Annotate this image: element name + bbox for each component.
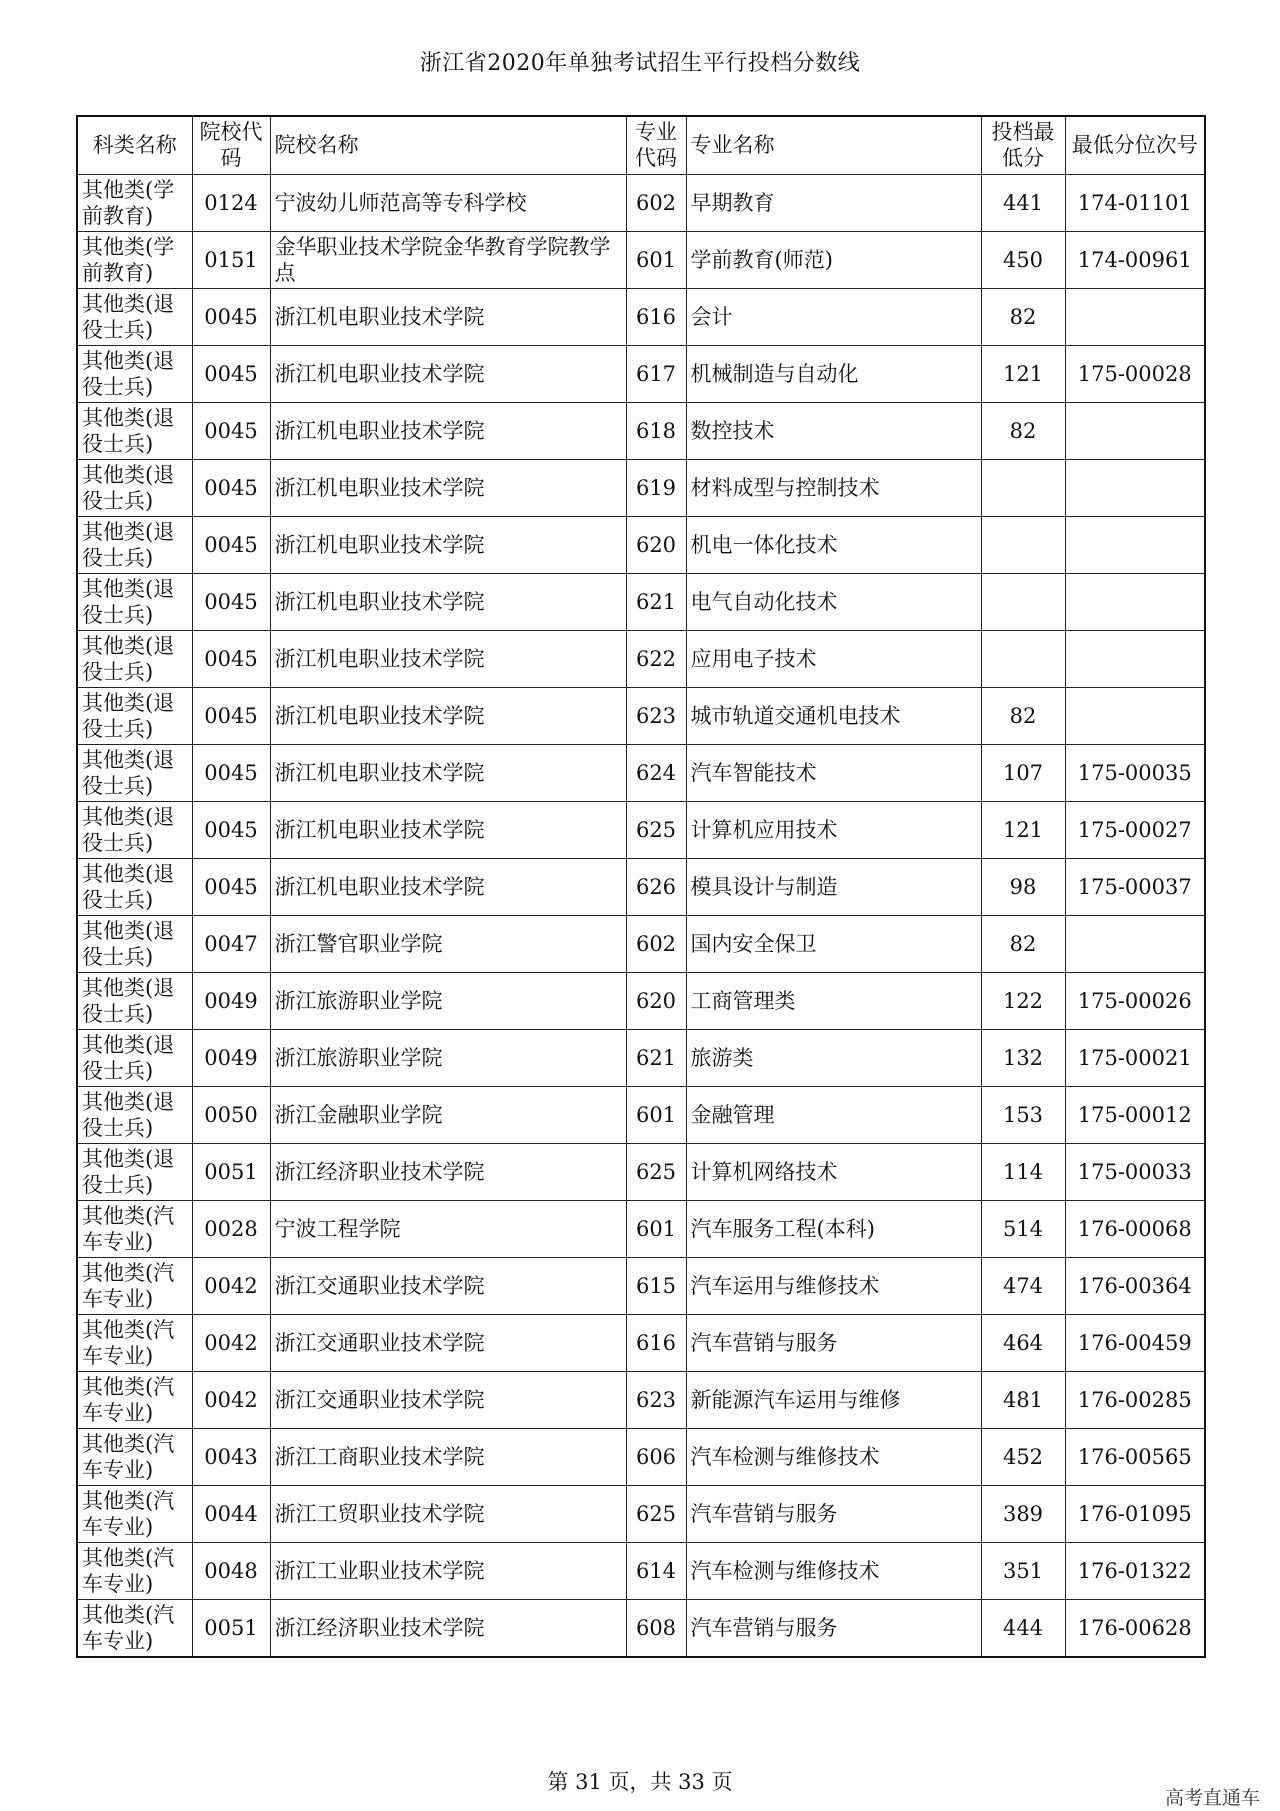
- cell-min-score: 481: [981, 1371, 1065, 1428]
- cell-category: 其他类(汽车专业): [77, 1599, 192, 1657]
- table-row: [77, 858, 1205, 915]
- cell-school-code: 0045: [192, 402, 270, 459]
- cell-major-name: 数控技术: [686, 402, 981, 459]
- cell-major-name: 计算机网络技术: [686, 1143, 981, 1200]
- cell-school-name: 浙江旅游职业学院: [270, 1029, 626, 1086]
- cell-school-code: 0050: [192, 1086, 270, 1143]
- cell-category: 其他类(退役士兵): [77, 744, 192, 801]
- cell-major-name: 汽车营销与服务: [686, 1599, 981, 1657]
- cell-min-rank: 174-01101: [1065, 174, 1205, 231]
- cell-major-code: 621: [626, 1029, 686, 1086]
- header-major-code: 专业代码: [626, 116, 686, 174]
- cell-min-score: 107: [981, 744, 1065, 801]
- table-row: [77, 573, 1205, 630]
- cell-major-code: 614: [626, 1542, 686, 1599]
- cell-min-rank: [1065, 630, 1205, 687]
- cell-school-name: 浙江交通职业技术学院: [270, 1371, 626, 1428]
- table-row: [77, 1428, 1205, 1485]
- cell-category: 其他类(退役士兵): [77, 402, 192, 459]
- cell-major-name: 机械制造与自动化: [686, 345, 981, 402]
- cell-min-rank: 176-00565: [1065, 1428, 1205, 1485]
- cell-major-code: 625: [626, 1485, 686, 1542]
- cell-major-code: 625: [626, 801, 686, 858]
- cell-school-code: 0045: [192, 516, 270, 573]
- cell-school-name: 浙江机电职业技术学院: [270, 687, 626, 744]
- cell-major-code: 617: [626, 345, 686, 402]
- cell-school-code: 0045: [192, 630, 270, 687]
- cell-min-rank: [1065, 915, 1205, 972]
- cell-school-name: 浙江警官职业学院: [270, 915, 626, 972]
- cell-min-score: [981, 459, 1065, 516]
- cell-school-code: 0045: [192, 801, 270, 858]
- page-title: 浙江省2020年单独考试招生平行投档分数线: [419, 51, 861, 76]
- header-major-name: 专业名称: [686, 116, 981, 174]
- cell-min-score: 82: [981, 288, 1065, 345]
- score-table: [76, 115, 1206, 1658]
- cell-min-rank: 175-00026: [1065, 972, 1205, 1029]
- cell-min-score: 82: [981, 402, 1065, 459]
- table-row: [77, 1599, 1205, 1657]
- cell-min-score: 452: [981, 1428, 1065, 1485]
- cell-min-score: 389: [981, 1485, 1065, 1542]
- cell-category: 其他类(汽车专业): [77, 1428, 192, 1485]
- cell-category: 其他类(汽车专业): [77, 1257, 192, 1314]
- cell-school-code: 0043: [192, 1428, 270, 1485]
- cell-school-name: 浙江机电职业技术学院: [270, 858, 626, 915]
- cell-major-name: 汽车营销与服务: [686, 1485, 981, 1542]
- cell-major-name: 国内安全保卫: [686, 915, 981, 972]
- cell-school-name: 浙江机电职业技术学院: [270, 801, 626, 858]
- cell-major-name: 汽车检测与维修技术: [686, 1428, 981, 1485]
- cell-major-code: 616: [626, 1314, 686, 1371]
- cell-min-rank: 176-01322: [1065, 1542, 1205, 1599]
- cell-category: 其他类(退役士兵): [77, 630, 192, 687]
- cell-category: 其他类(退役士兵): [77, 288, 192, 345]
- cell-min-rank: [1065, 687, 1205, 744]
- cell-major-name: 机电一体化技术: [686, 516, 981, 573]
- cell-min-rank: 175-00033: [1065, 1143, 1205, 1200]
- cell-min-score: 444: [981, 1599, 1065, 1657]
- cell-major-name: 模具设计与制造: [686, 858, 981, 915]
- cell-major-code: 624: [626, 744, 686, 801]
- header-category: 科类名称: [77, 116, 192, 174]
- cell-major-code: 615: [626, 1257, 686, 1314]
- cell-major-code: 602: [626, 174, 686, 231]
- table-row: [77, 744, 1205, 801]
- header-school-code: 院校代码: [192, 116, 270, 174]
- cell-major-code: 619: [626, 459, 686, 516]
- cell-min-score: [981, 516, 1065, 573]
- cell-major-name: 材料成型与控制技术: [686, 459, 981, 516]
- cell-category: 其他类(汽车专业): [77, 1371, 192, 1428]
- table-row: [77, 1200, 1205, 1257]
- table-row: [77, 972, 1205, 1029]
- cell-school-code: 0045: [192, 687, 270, 744]
- cell-school-name: 浙江机电职业技术学院: [270, 516, 626, 573]
- cell-major-name: 汽车运用与维修技术: [686, 1257, 981, 1314]
- cell-min-rank: 175-00027: [1065, 801, 1205, 858]
- cell-min-rank: 176-00364: [1065, 1257, 1205, 1314]
- cell-school-code: 0045: [192, 744, 270, 801]
- cell-min-rank: 176-01095: [1065, 1485, 1205, 1542]
- cell-category: 其他类(学前教育): [77, 231, 192, 288]
- cell-school-name: 浙江经济职业技术学院: [270, 1599, 626, 1657]
- table-row: [77, 516, 1205, 573]
- cell-category: 其他类(汽车专业): [77, 1314, 192, 1371]
- cell-school-name: 浙江金融职业学院: [270, 1086, 626, 1143]
- cell-min-score: 121: [981, 345, 1065, 402]
- table-row: [77, 1542, 1205, 1599]
- cell-category: 其他类(汽车专业): [77, 1485, 192, 1542]
- cell-major-code: 626: [626, 858, 686, 915]
- cell-category: 其他类(退役士兵): [77, 459, 192, 516]
- cell-major-code: 622: [626, 630, 686, 687]
- table-row: [77, 630, 1205, 687]
- cell-min-score: 441: [981, 174, 1065, 231]
- table-row: [77, 459, 1205, 516]
- cell-min-score: 82: [981, 915, 1065, 972]
- cell-min-score: 153: [981, 1086, 1065, 1143]
- cell-school-code: 0051: [192, 1599, 270, 1657]
- table-row: [77, 1143, 1205, 1200]
- cell-school-code: 0045: [192, 459, 270, 516]
- cell-school-code: 0051: [192, 1143, 270, 1200]
- cell-min-rank: 175-00021: [1065, 1029, 1205, 1086]
- cell-major-code: 606: [626, 1428, 686, 1485]
- table-row: [77, 288, 1205, 345]
- header-min-rank: 最低分位次号: [1065, 116, 1205, 174]
- cell-school-name: 浙江旅游职业学院: [270, 972, 626, 1029]
- cell-major-code: 620: [626, 972, 686, 1029]
- cell-major-code: 602: [626, 915, 686, 972]
- cell-min-rank: [1065, 402, 1205, 459]
- cell-major-name: 工商管理类: [686, 972, 981, 1029]
- cell-school-code: 0151: [192, 231, 270, 288]
- cell-min-rank: 176-00285: [1065, 1371, 1205, 1428]
- cell-major-name: 电气自动化技术: [686, 573, 981, 630]
- table-row: [77, 345, 1205, 402]
- cell-major-code: 601: [626, 1086, 686, 1143]
- cell-category: 其他类(退役士兵): [77, 972, 192, 1029]
- cell-major-name: 旅游类: [686, 1029, 981, 1086]
- cell-min-rank: [1065, 288, 1205, 345]
- cell-school-code: 0049: [192, 1029, 270, 1086]
- cell-major-name: 汽车营销与服务: [686, 1314, 981, 1371]
- cell-major-code: 620: [626, 516, 686, 573]
- table-row: [77, 1485, 1205, 1542]
- cell-school-code: 0042: [192, 1371, 270, 1428]
- cell-school-code: 0045: [192, 573, 270, 630]
- cell-min-score: 132: [981, 1029, 1065, 1086]
- table-row: [77, 1029, 1205, 1086]
- cell-school-code: 0028: [192, 1200, 270, 1257]
- cell-min-score: 121: [981, 801, 1065, 858]
- table-row: [77, 174, 1205, 231]
- cell-category: 其他类(退役士兵): [77, 573, 192, 630]
- page-footer: 第 31 页，共 33 页: [547, 1770, 733, 1794]
- cell-min-rank: 176-00068: [1065, 1200, 1205, 1257]
- cell-school-code: 0042: [192, 1257, 270, 1314]
- cell-school-name: 浙江机电职业技术学院: [270, 744, 626, 801]
- cell-major-code: 601: [626, 1200, 686, 1257]
- table-row: [77, 1086, 1205, 1143]
- cell-min-rank: 176-00459: [1065, 1314, 1205, 1371]
- cell-major-name: 会计: [686, 288, 981, 345]
- cell-category: 其他类(退役士兵): [77, 858, 192, 915]
- cell-school-name: 浙江工商职业技术学院: [270, 1428, 626, 1485]
- cell-min-rank: [1065, 573, 1205, 630]
- cell-category: 其他类(退役士兵): [77, 516, 192, 573]
- cell-school-name: 浙江交通职业技术学院: [270, 1314, 626, 1371]
- cell-min-score: 98: [981, 858, 1065, 915]
- cell-min-rank: 175-00035: [1065, 744, 1205, 801]
- cell-major-code: 621: [626, 573, 686, 630]
- cell-school-name: 浙江机电职业技术学院: [270, 345, 626, 402]
- cell-major-name: 金融管理: [686, 1086, 981, 1143]
- table-header-row: [77, 116, 1205, 174]
- header-school-name: 院校名称: [270, 116, 626, 174]
- cell-min-score: [981, 630, 1065, 687]
- cell-min-score: 464: [981, 1314, 1065, 1371]
- cell-school-code: 0048: [192, 1542, 270, 1599]
- table-row: [77, 1371, 1205, 1428]
- cell-min-rank: [1065, 459, 1205, 516]
- cell-min-rank: 175-00028: [1065, 345, 1205, 402]
- table-row: [77, 1257, 1205, 1314]
- cell-category: 其他类(退役士兵): [77, 1029, 192, 1086]
- cell-school-code: 0045: [192, 858, 270, 915]
- cell-category: 其他类(学前教育): [77, 174, 192, 231]
- cell-min-score: 114: [981, 1143, 1065, 1200]
- cell-min-score: 450: [981, 231, 1065, 288]
- cell-school-name: 宁波工程学院: [270, 1200, 626, 1257]
- cell-major-name: 新能源汽车运用与维修: [686, 1371, 981, 1428]
- cell-school-code: 0042: [192, 1314, 270, 1371]
- cell-min-rank: 175-00037: [1065, 858, 1205, 915]
- cell-school-name: 浙江机电职业技术学院: [270, 459, 626, 516]
- cell-category: 其他类(汽车专业): [77, 1200, 192, 1257]
- table-row: [77, 915, 1205, 972]
- cell-category: 其他类(退役士兵): [77, 915, 192, 972]
- cell-min-rank: [1065, 516, 1205, 573]
- cell-school-code: 0047: [192, 915, 270, 972]
- watermark: 高考直通车: [1164, 1787, 1260, 1809]
- cell-min-score: 82: [981, 687, 1065, 744]
- table-row: [77, 687, 1205, 744]
- cell-min-score: 122: [981, 972, 1065, 1029]
- cell-school-code: 0045: [192, 288, 270, 345]
- cell-major-name: 汽车检测与维修技术: [686, 1542, 981, 1599]
- cell-min-rank: 175-00012: [1065, 1086, 1205, 1143]
- cell-major-code: 618: [626, 402, 686, 459]
- table-body: [77, 174, 1205, 1657]
- cell-school-code: 0124: [192, 174, 270, 231]
- cell-category: 其他类(退役士兵): [77, 1086, 192, 1143]
- cell-major-name: 城市轨道交通机电技术: [686, 687, 981, 744]
- cell-min-rank: 174-00961: [1065, 231, 1205, 288]
- cell-category: 其他类(退役士兵): [77, 1143, 192, 1200]
- cell-school-name: 浙江工贸职业技术学院: [270, 1485, 626, 1542]
- cell-major-code: 625: [626, 1143, 686, 1200]
- cell-major-code: 608: [626, 1599, 686, 1657]
- cell-category: 其他类(汽车专业): [77, 1542, 192, 1599]
- cell-school-code: 0049: [192, 972, 270, 1029]
- cell-school-name: 金华职业技术学院金华教育学院教学点: [270, 231, 626, 288]
- cell-major-name: 汽车服务工程(本科): [686, 1200, 981, 1257]
- cell-major-name: 早期教育: [686, 174, 981, 231]
- cell-school-name: 浙江经济职业技术学院: [270, 1143, 626, 1200]
- cell-major-name: 汽车智能技术: [686, 744, 981, 801]
- cell-category: 其他类(退役士兵): [77, 345, 192, 402]
- cell-school-name: 浙江交通职业技术学院: [270, 1257, 626, 1314]
- cell-school-name: 浙江机电职业技术学院: [270, 630, 626, 687]
- cell-school-name: 浙江工业职业技术学院: [270, 1542, 626, 1599]
- cell-major-name: 应用电子技术: [686, 630, 981, 687]
- cell-school-code: 0045: [192, 345, 270, 402]
- cell-category: 其他类(退役士兵): [77, 801, 192, 858]
- cell-min-score: 474: [981, 1257, 1065, 1314]
- cell-min-score: 351: [981, 1542, 1065, 1599]
- cell-school-name: 宁波幼儿师范高等专科学校: [270, 174, 626, 231]
- cell-major-code: 623: [626, 687, 686, 744]
- cell-major-code: 616: [626, 288, 686, 345]
- header-min-score: 投档最低分: [981, 116, 1065, 174]
- cell-school-name: 浙江机电职业技术学院: [270, 573, 626, 630]
- cell-min-rank: 176-00628: [1065, 1599, 1205, 1657]
- table-row: [77, 801, 1205, 858]
- cell-major-code: 601: [626, 231, 686, 288]
- cell-min-score: [981, 573, 1065, 630]
- table-row: [77, 402, 1205, 459]
- cell-category: 其他类(退役士兵): [77, 687, 192, 744]
- cell-major-name: 计算机应用技术: [686, 801, 981, 858]
- table-row: [77, 231, 1205, 288]
- cell-major-name: 学前教育(师范): [686, 231, 981, 288]
- cell-min-score: 514: [981, 1200, 1065, 1257]
- cell-major-code: 623: [626, 1371, 686, 1428]
- cell-school-name: 浙江机电职业技术学院: [270, 288, 626, 345]
- cell-school-code: 0044: [192, 1485, 270, 1542]
- cell-school-name: 浙江机电职业技术学院: [270, 402, 626, 459]
- table-row: [77, 1314, 1205, 1371]
